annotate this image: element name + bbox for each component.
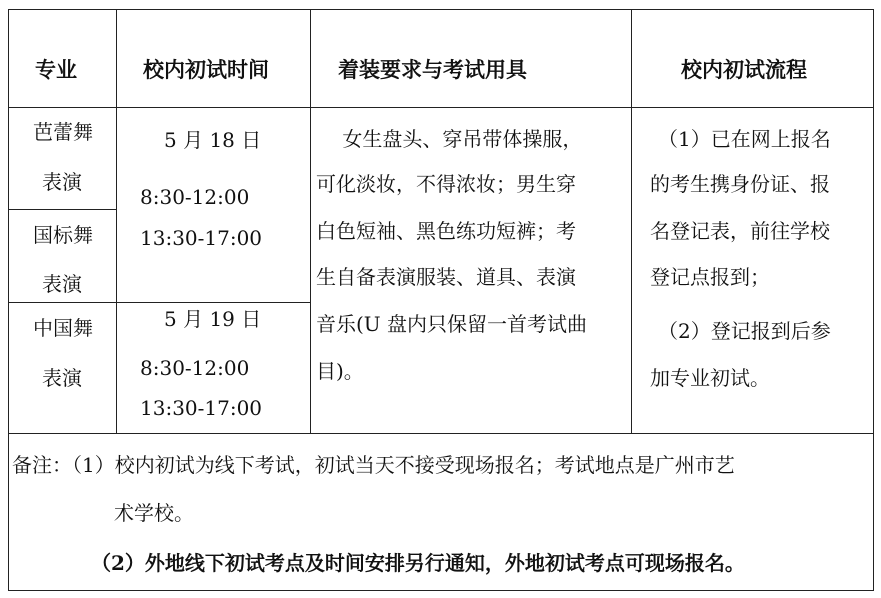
header-row-divider [8,107,874,108]
process-text-line4: 登记点报到； [650,265,770,289]
major-ballroom-line2: 表演 [42,272,82,296]
process-text-line1: （1）已在网上报名 [648,127,831,151]
process-text-line5: （2）登记报到后参 [648,319,831,343]
dress-text-line5: 音乐(U 盘内只保留一首考试曲 [316,312,588,336]
time-day1-slot1: 8:30-12:00 [140,185,250,209]
dress-text-line2: 可化淡妆，不得浓妆；男生穿 [316,172,576,196]
major-ballet-line2: 表演 [42,170,82,194]
header-major: 专业 [35,58,77,82]
major-ballroom-line1: 国标舞 [33,223,93,247]
dress-text-line3: 白色短袖、黑色练功短裤；考 [316,219,576,243]
row-divider-ballet [8,209,116,210]
table-border-top [8,9,874,10]
major-ballet-line1: 芭蕾舞 [33,120,93,144]
process-text-line2: 的考生携身份证、报 [650,172,830,196]
process-text-line6: 加专业初试。 [650,366,770,390]
major-chinese-dance-line1: 中国舞 [33,316,93,340]
header-process: 校内初试流程 [681,58,807,82]
time-day1-date: 5 月 18 日 [164,128,262,152]
note-1-continued: 术学校。 [114,501,194,525]
column-divider-1 [116,9,117,434]
dress-text-line6: 目)。 [316,359,364,383]
dress-text-line4: 生自备表演服装、道具、表演 [316,265,576,289]
note-1: 备注：（1）校内初试为线下考试，初试当天不接受现场报名；考试地点是广州市艺 [12,453,735,477]
header-dress: 着装要求与考试用具 [338,58,527,82]
time-day1-slot2: 13:30-17:00 [140,226,263,250]
process-text-line3: 名登记表，前往学校 [650,219,830,243]
table-border-right [873,9,874,591]
table-border-left [8,9,9,591]
time-day2-slot1: 8:30-12:00 [140,356,250,380]
column-divider-2 [310,9,311,434]
header-time: 校内初试时间 [143,58,269,82]
dress-text-line1: 女生盘头、穿吊带体操服， [316,127,583,151]
time-day2-date: 5 月 19 日 [164,307,262,331]
column-divider-3 [631,9,632,434]
table-body-bottom [8,433,874,434]
table-border-bottom [8,590,874,591]
row-divider-ballroom [8,302,310,303]
time-day2-slot2: 13:30-17:00 [140,396,263,420]
major-chinese-dance-line2: 表演 [42,366,82,390]
note-2: （2）外地线下初试考点及时间安排另行通知，外地初试考点可现场报名。 [91,551,745,575]
